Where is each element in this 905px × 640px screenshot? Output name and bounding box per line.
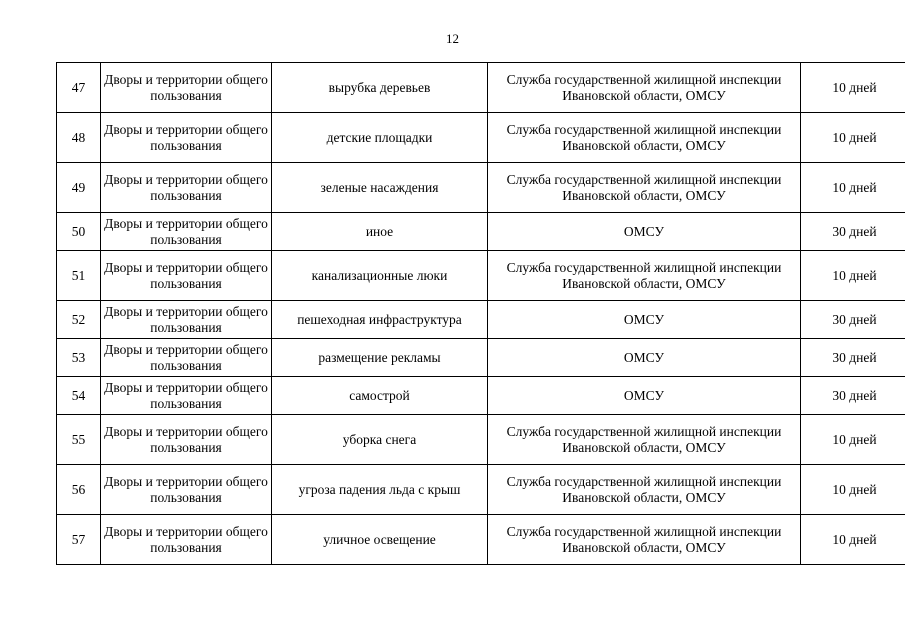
row-number: 47 <box>57 63 101 113</box>
organization-cell: Служба государственной жилищной инспекции Ивановской области, ОМСУ <box>488 63 801 113</box>
table-row <box>57 113 905 163</box>
term-cell: 10 дней <box>801 63 905 113</box>
row-number: 48 <box>57 113 101 163</box>
object-cell: Дворы и территории общего пользования <box>101 415 272 465</box>
issue-cell: угроза падения льда с крыш <box>272 465 488 515</box>
object-cell: Дворы и территории общего пользования <box>101 63 272 113</box>
object-cell: Дворы и территории общего пользования <box>101 377 272 415</box>
organization-cell: ОМСУ <box>488 301 801 339</box>
term-cell: 10 дней <box>801 465 905 515</box>
table-row <box>57 415 905 465</box>
row-number: 53 <box>57 339 101 377</box>
issue-cell: зеленые насаждения <box>272 163 488 213</box>
object-cell: Дворы и территории общего пользования <box>101 301 272 339</box>
table-row <box>57 301 905 339</box>
term-cell: 10 дней <box>801 163 905 213</box>
issue-cell: самострой <box>272 377 488 415</box>
organization-cell: Служба государственной жилищной инспекции Ивановской области, ОМСУ <box>488 415 801 465</box>
row-number: 51 <box>57 251 101 301</box>
organization-cell: ОМСУ <box>488 377 801 415</box>
table-row <box>57 251 905 301</box>
object-cell: Дворы и территории общего пользования <box>101 515 272 565</box>
object-cell: Дворы и территории общего пользования <box>101 251 272 301</box>
organization-cell: ОМСУ <box>488 339 801 377</box>
issue-cell: уборка снега <box>272 415 488 465</box>
organization-cell: Служба государственной жилищной инспекции Ивановской области, ОМСУ <box>488 515 801 565</box>
issue-cell: вырубка деревьев <box>272 63 488 113</box>
object-cell: Дворы и территории общего пользования <box>101 339 272 377</box>
term-cell: 10 дней <box>801 515 905 565</box>
term-cell: 30 дней <box>801 339 905 377</box>
table-row <box>57 63 905 113</box>
row-number: 56 <box>57 465 101 515</box>
term-cell: 30 дней <box>801 301 905 339</box>
table-row <box>57 377 905 415</box>
row-number: 50 <box>57 213 101 251</box>
organization-cell: ОМСУ <box>488 213 801 251</box>
registry-table <box>56 62 905 565</box>
row-number: 54 <box>57 377 101 415</box>
term-cell: 10 дней <box>801 113 905 163</box>
object-cell: Дворы и территории общего пользования <box>101 113 272 163</box>
term-cell: 10 дней <box>801 415 905 465</box>
row-number: 55 <box>57 415 101 465</box>
object-cell: Дворы и территории общего пользования <box>101 213 272 251</box>
table-row <box>57 515 905 565</box>
issue-cell: размещение рекламы <box>272 339 488 377</box>
issue-cell: иное <box>272 213 488 251</box>
row-number: 57 <box>57 515 101 565</box>
issue-cell: уличное освещение <box>272 515 488 565</box>
row-number: 49 <box>57 163 101 213</box>
organization-cell: Служба государственной жилищной инспекции Ивановской области, ОМСУ <box>488 113 801 163</box>
row-number: 52 <box>57 301 101 339</box>
object-cell: Дворы и территории общего пользования <box>101 163 272 213</box>
table-row <box>57 339 905 377</box>
issue-cell: детские площадки <box>272 113 488 163</box>
term-cell: 30 дней <box>801 377 905 415</box>
term-cell: 10 дней <box>801 251 905 301</box>
organization-cell: Служба государственной жилищной инспекции Ивановской области, ОМСУ <box>488 465 801 515</box>
term-cell: 30 дней <box>801 213 905 251</box>
object-cell: Дворы и территории общего пользования <box>101 465 272 515</box>
organization-cell: Служба государственной жилищной инспекции Ивановской области, ОМСУ <box>488 251 801 301</box>
issue-cell: пешеходная инфраструктура <box>272 301 488 339</box>
table-row <box>57 465 905 515</box>
table-row <box>57 163 905 213</box>
table-row <box>57 213 905 251</box>
issue-cell: канализационные люки <box>272 251 488 301</box>
page-number: 12 <box>446 31 459 46</box>
organization-cell: Служба государственной жилищной инспекции Ивановской области, ОМСУ <box>488 163 801 213</box>
